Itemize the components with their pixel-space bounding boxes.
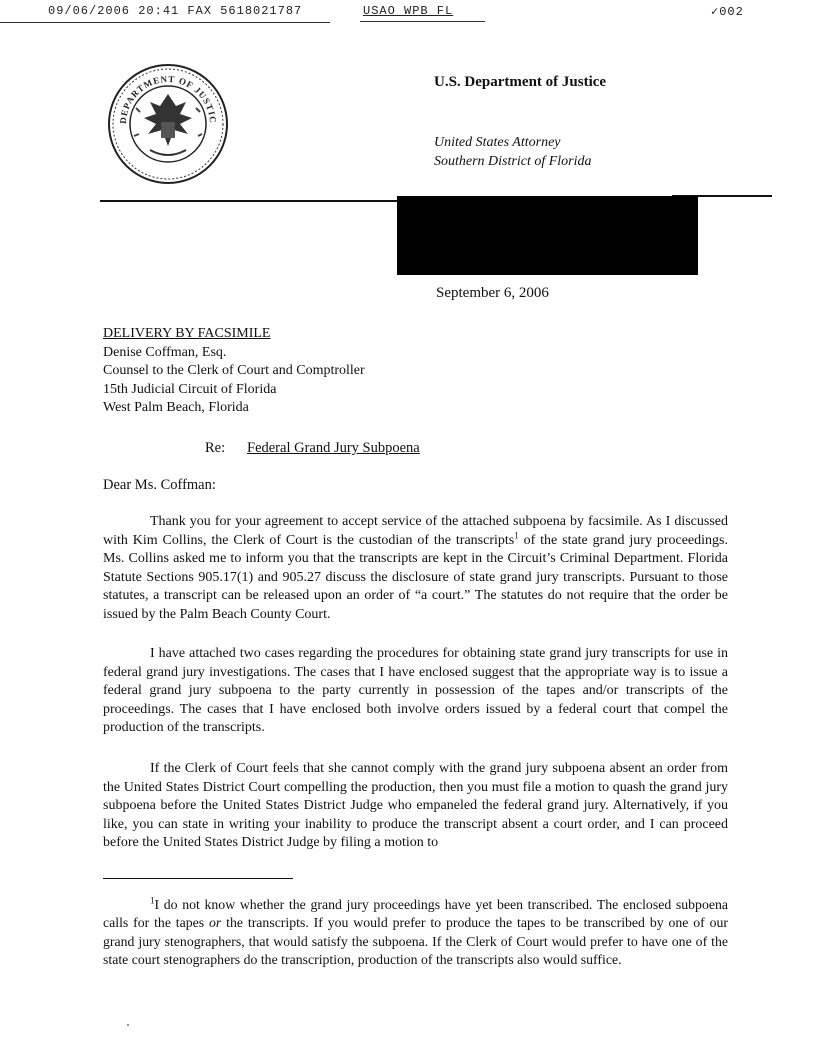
scan-speck (127, 1024, 129, 1026)
p1-text-end: of the state grand jury proceedings. Ms. Collins asked me to inform you that the transcripts are kept in the Circuit’s Criminal Department. Florida Statute Sections 905.17(1) and 905.27 discuss the disclosure of state grand jury transcripts. Pursuant to those statutes, a transcript can be released upon an order of “a court.” The statutes do not require that the order be issued by the Palm Beach County Court. (103, 532, 728, 622)
fax-sender: USAO WPB FL (363, 4, 454, 18)
letterhead-rule (100, 200, 398, 202)
office-line-2: Southern District of Florida (434, 154, 592, 169)
fax-header-rule (0, 22, 330, 23)
recipient-city: West Palm Beach, Florida (103, 400, 249, 415)
office-line-1: United States Attorney (434, 135, 561, 150)
body-paragraph-3 (103, 760, 728, 853)
re-subject: Federal Grand Jury Subpoena (247, 440, 420, 456)
footnote-text-end: the transcripts. If you would prefer to produce the tapes to be transcribed by one of our grand jury stenographers, that would satisfy the subpoena. If the Clerk of Court would prefer to have one of the state court stenographers do the transcription, production of the transcripts also would suffice. (103, 915, 728, 968)
footnote-text-start: I do not know whether the grand jury proceedings have yet been transcribed. The enclosed subpoena calls for the tapes (103, 897, 728, 931)
recipient-name: Denise Coffman, Esq. (103, 344, 227, 360)
footnote-reference: 1 (514, 529, 519, 540)
footnote-emphasis: or (209, 915, 222, 931)
fax-header-rule-mid (360, 21, 485, 22)
salutation: Dear Ms. Coffman: (103, 477, 216, 493)
p1-text-start: Thank you for your agreement to accept service of the attached subpoena by facsimile. As I discussed with Kim Collins, the Clerk of Court is the custodian of the transcripts (103, 514, 728, 548)
recipient-title: Counsel to the Clerk of Court and Comptroller (103, 363, 365, 378)
re-label: Re: (205, 440, 226, 456)
p3-text: If the Clerk of Court feels that she cannot comply with the grand jury subpoena absent an order from the United States District Court compelling the production, then you must file a motion to quash the grand jury subpoena before the United States District Judge who empaneled the federal grand jury. Alternatively, if you like, you can state in writing your inability to produce the transcript absent a court order, and I can proceed before the United States District Judge by filing a motion to (103, 761, 728, 851)
redaction-block (397, 196, 698, 275)
letter-date: September 6, 2006 (436, 285, 549, 301)
fax-header (48, 4, 768, 20)
p2-text: I have attached two cases regarding the procedures for obtaining state grand jury transcripts for use in federal grand jury investigations. The cases that I have enclosed suggest that the appropriate way is to issue a federal grand jury subpoena to the party currently in possession of the tapes and/or transcripts of the proceedings. The cases that I have enclosed both involve orders issued by a federal court that compel the production of the transcripts. (103, 646, 728, 736)
seal-text: DEPARTMENT OF JUSTIC (117, 73, 219, 125)
footnote-rule (103, 878, 293, 879)
recipient-org: 15th Judicial Circuit of Florida (103, 381, 277, 397)
footnote (103, 896, 728, 970)
fax-page-number: ✓002 (711, 5, 744, 19)
doj-seal-icon (106, 62, 230, 186)
recipient-address (103, 325, 365, 418)
body-paragraph-1 (103, 513, 728, 625)
body-paragraph-2 (103, 645, 728, 738)
footnote-marker: 1 (150, 895, 155, 906)
delivery-method: DELIVERY BY FACSIMILE (103, 326, 271, 341)
fax-datetime: 09/06/2006 20:41 FAX 5618021787 (48, 4, 303, 18)
office-name (434, 133, 592, 171)
department-name: U.S. Department of Justice (434, 74, 607, 90)
